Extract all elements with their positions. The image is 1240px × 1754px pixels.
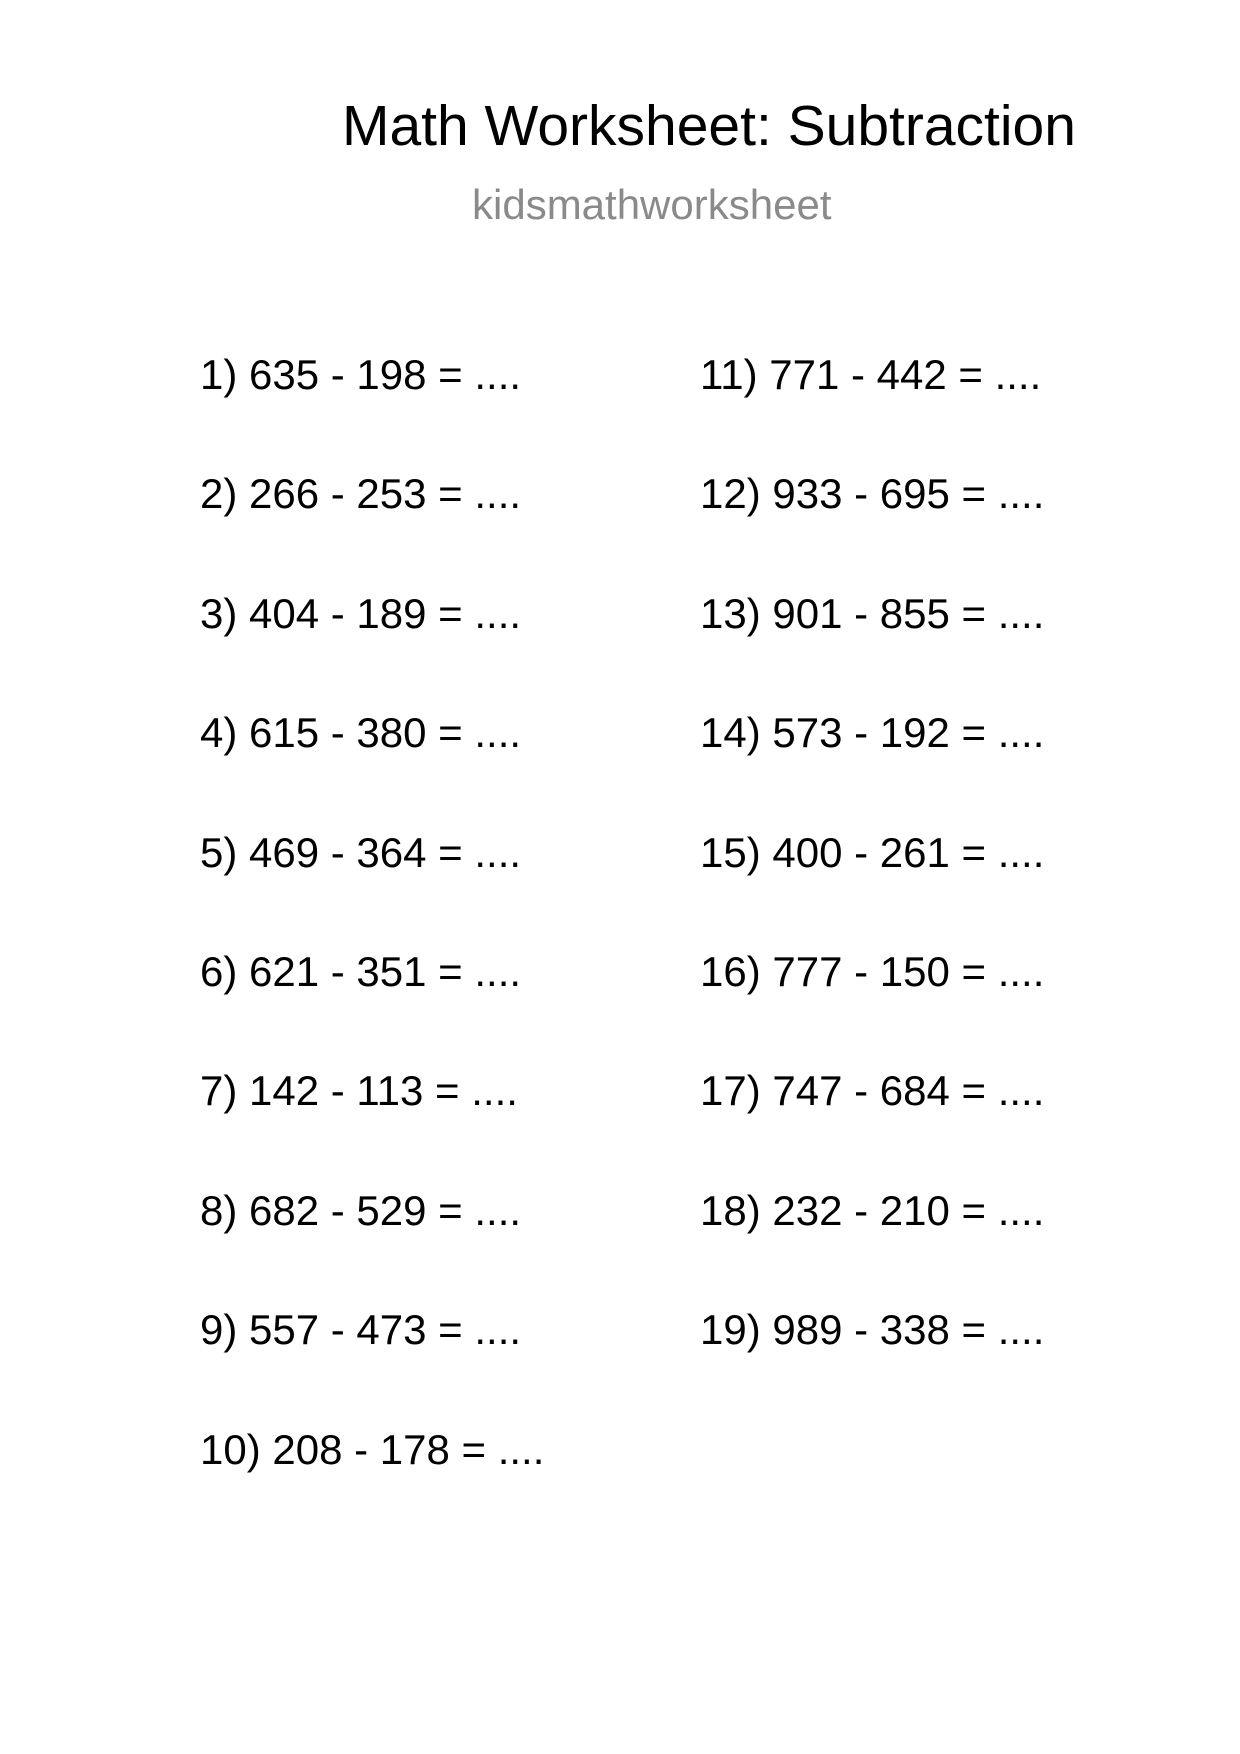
problem-13: 13) 901 - 855 = .... xyxy=(700,590,1045,637)
problem-6: 6) 621 - 351 = .... xyxy=(200,948,522,995)
problem-14: 14) 573 - 192 = .... xyxy=(700,709,1045,756)
problem-5: 5) 469 - 364 = .... xyxy=(200,829,522,876)
worksheet-source: kidsmathworksheet xyxy=(472,181,832,228)
problem-18: 18) 232 - 210 = .... xyxy=(700,1187,1045,1234)
problem-19: 19) 989 - 338 = .... xyxy=(700,1306,1045,1353)
problem-9: 9) 557 - 473 = .... xyxy=(200,1306,522,1353)
problem-7: 7) 142 - 113 = .... xyxy=(200,1067,518,1114)
problem-17: 17) 747 - 684 = .... xyxy=(700,1067,1045,1114)
problem-12: 12) 933 - 695 = .... xyxy=(700,470,1045,517)
problem-8: 8) 682 - 529 = .... xyxy=(200,1187,522,1234)
problem-3: 3) 404 - 189 = .... xyxy=(200,590,522,637)
problem-15: 15) 400 - 261 = .... xyxy=(700,829,1045,876)
problem-11: 11) 771 - 442 = .... xyxy=(700,351,1042,398)
problem-10: 10) 208 - 178 = .... xyxy=(200,1426,545,1473)
problem-1: 1) 635 - 198 = .... xyxy=(200,351,522,398)
worksheet-title: Math Worksheet: Subtraction xyxy=(342,94,1076,158)
problem-4: 4) 615 - 380 = .... xyxy=(200,709,522,756)
problem-2: 2) 266 - 253 = .... xyxy=(200,470,522,517)
problem-16: 16) 777 - 150 = .... xyxy=(700,948,1045,995)
